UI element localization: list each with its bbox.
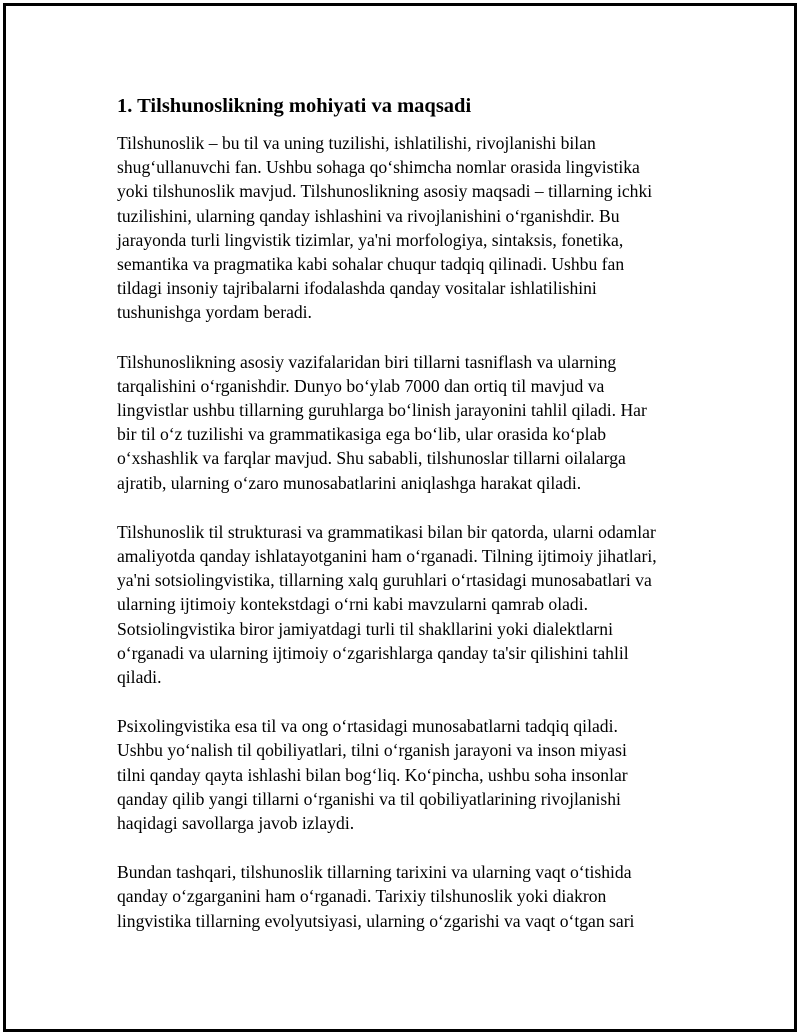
paragraph-4 — [117, 714, 697, 835]
text-line: semantika va pragmatika kabi sohalar chuqur tadqiq qilinadi. Ushbu fan — [117, 254, 625, 275]
text-line: o‘xshashlik va farqlar mavjud. Shu sababli, tilshunoslar tillarni oilalarga — [117, 448, 626, 469]
text-line: Tilshunoslik – bu til va uning tuzilishi, ishlatilishi, rivojlanishi bilan — [117, 133, 596, 153]
text-line: jarayonda turli lingvistik tizimlar, ya'ni morfologiya, sintaksis, fonetika, — [117, 229, 624, 250]
text-line: qanday qilib yangi tillarni o‘rganishi va til qobiliyatlarining rivojlanishi — [117, 788, 621, 809]
text-line: Tilshunoslikning asosiy vazifalaridan biri tillarni tasniflash va ularning — [117, 351, 617, 372]
paragraph-5 — [117, 860, 697, 933]
paragraph-1 — [117, 131, 697, 325]
text-line: bir til o‘z tuzilishi va grammatikasiga ega bo‘lib, ular orasida ko‘plab — [117, 424, 607, 445]
text-line: tarqalishini o‘rganishdir. Dunyo bo‘ylab 7000 dan ortiq til mavjud va — [117, 375, 605, 396]
text-line: Tilshunoslik til strukturasi va grammatikasi bilan bir qatorda, ularni odamlar — [117, 521, 656, 542]
text-line: tuzilishini, ularning qanday ishlashini va rivojlanishini o‘rganishdir. Bu — [117, 205, 620, 226]
text-line: yoki tilshunoslik mavjud. Tilshunoslikning asosiy maqsadi – tillarning ichki — [117, 181, 653, 202]
text-line: tilni qanday qayta ishlashi bilan bog‘liq. Ko‘pincha, ushbu soha insonlar — [117, 764, 628, 785]
text-line: haqidagi savollarga javob izlaydi. — [117, 813, 355, 834]
text-line: ajratib, ularning o‘zaro munosabatlarini aniqlashga harakat qiladi. — [117, 472, 582, 493]
text-line: amaliyotda qanday ishlatayotganini ham o‘rganadi. Tilning ijtimoiy jihatlari, — [117, 546, 657, 567]
document-body — [117, 93, 697, 958]
text-line: Psixolingvistika esa til va ong o‘rtasidagi munosabatlarni tadqiq qiladi. — [117, 716, 618, 737]
text-line: lingvistika tillarning evolyutsiyasi, ularning o‘zgarishi va vaqt o‘tgan sari — [117, 910, 635, 931]
text-line: Sotsiolingvistika biror jamiyatdagi turli til shakllarini yoki dialektlarni — [117, 618, 613, 639]
text-line: Bundan tashqari, tilshunoslik tillarning tarixini va ularning vaqt o‘tishida — [117, 862, 632, 883]
text-line: ya'ni sotsiolingvistika, tillarning xalq guruhlari o‘rtasidagi munosabatlari va — [117, 570, 652, 591]
text-line: ularning ijtimoiy kontekstdagi o‘rni kabi mavzularni qamrab oladi. — [117, 594, 589, 615]
text-line: lingvistlar ushbu tillarning guruhlarga bo‘linish jarayonini tahlil qiladi. Har — [117, 400, 647, 421]
paragraph-2 — [117, 350, 697, 495]
text-line: qanday o‘zgarganini ham o‘rganadi. Tarixiy tilshunoslik yoki diakron — [117, 886, 607, 907]
text-line: tushunishga yordam beradi. — [117, 302, 312, 323]
paragraph-3 — [117, 520, 697, 689]
section-heading: 1. Tilshunoslikning mohiyati va maqsadi — [117, 95, 472, 117]
text-line: qiladi. — [117, 667, 162, 688]
text-line: Ushbu yo‘nalish til qobiliyatlari, tilni o‘rganish jarayoni va inson miyasi — [117, 740, 627, 761]
text-line: shug‘ullanuvchi fan. Ushbu sohaga qo‘shimcha nomlar orasida lingvistika — [117, 157, 640, 178]
text-line: o‘rganadi va ularning ijtimoiy o‘zgarishlarga qanday ta'sir qilishini tahlil — [117, 642, 629, 663]
text-line: tildagi insoniy tajribalarni ifodalashda qanday vositalar ishlatilishini — [117, 278, 597, 299]
